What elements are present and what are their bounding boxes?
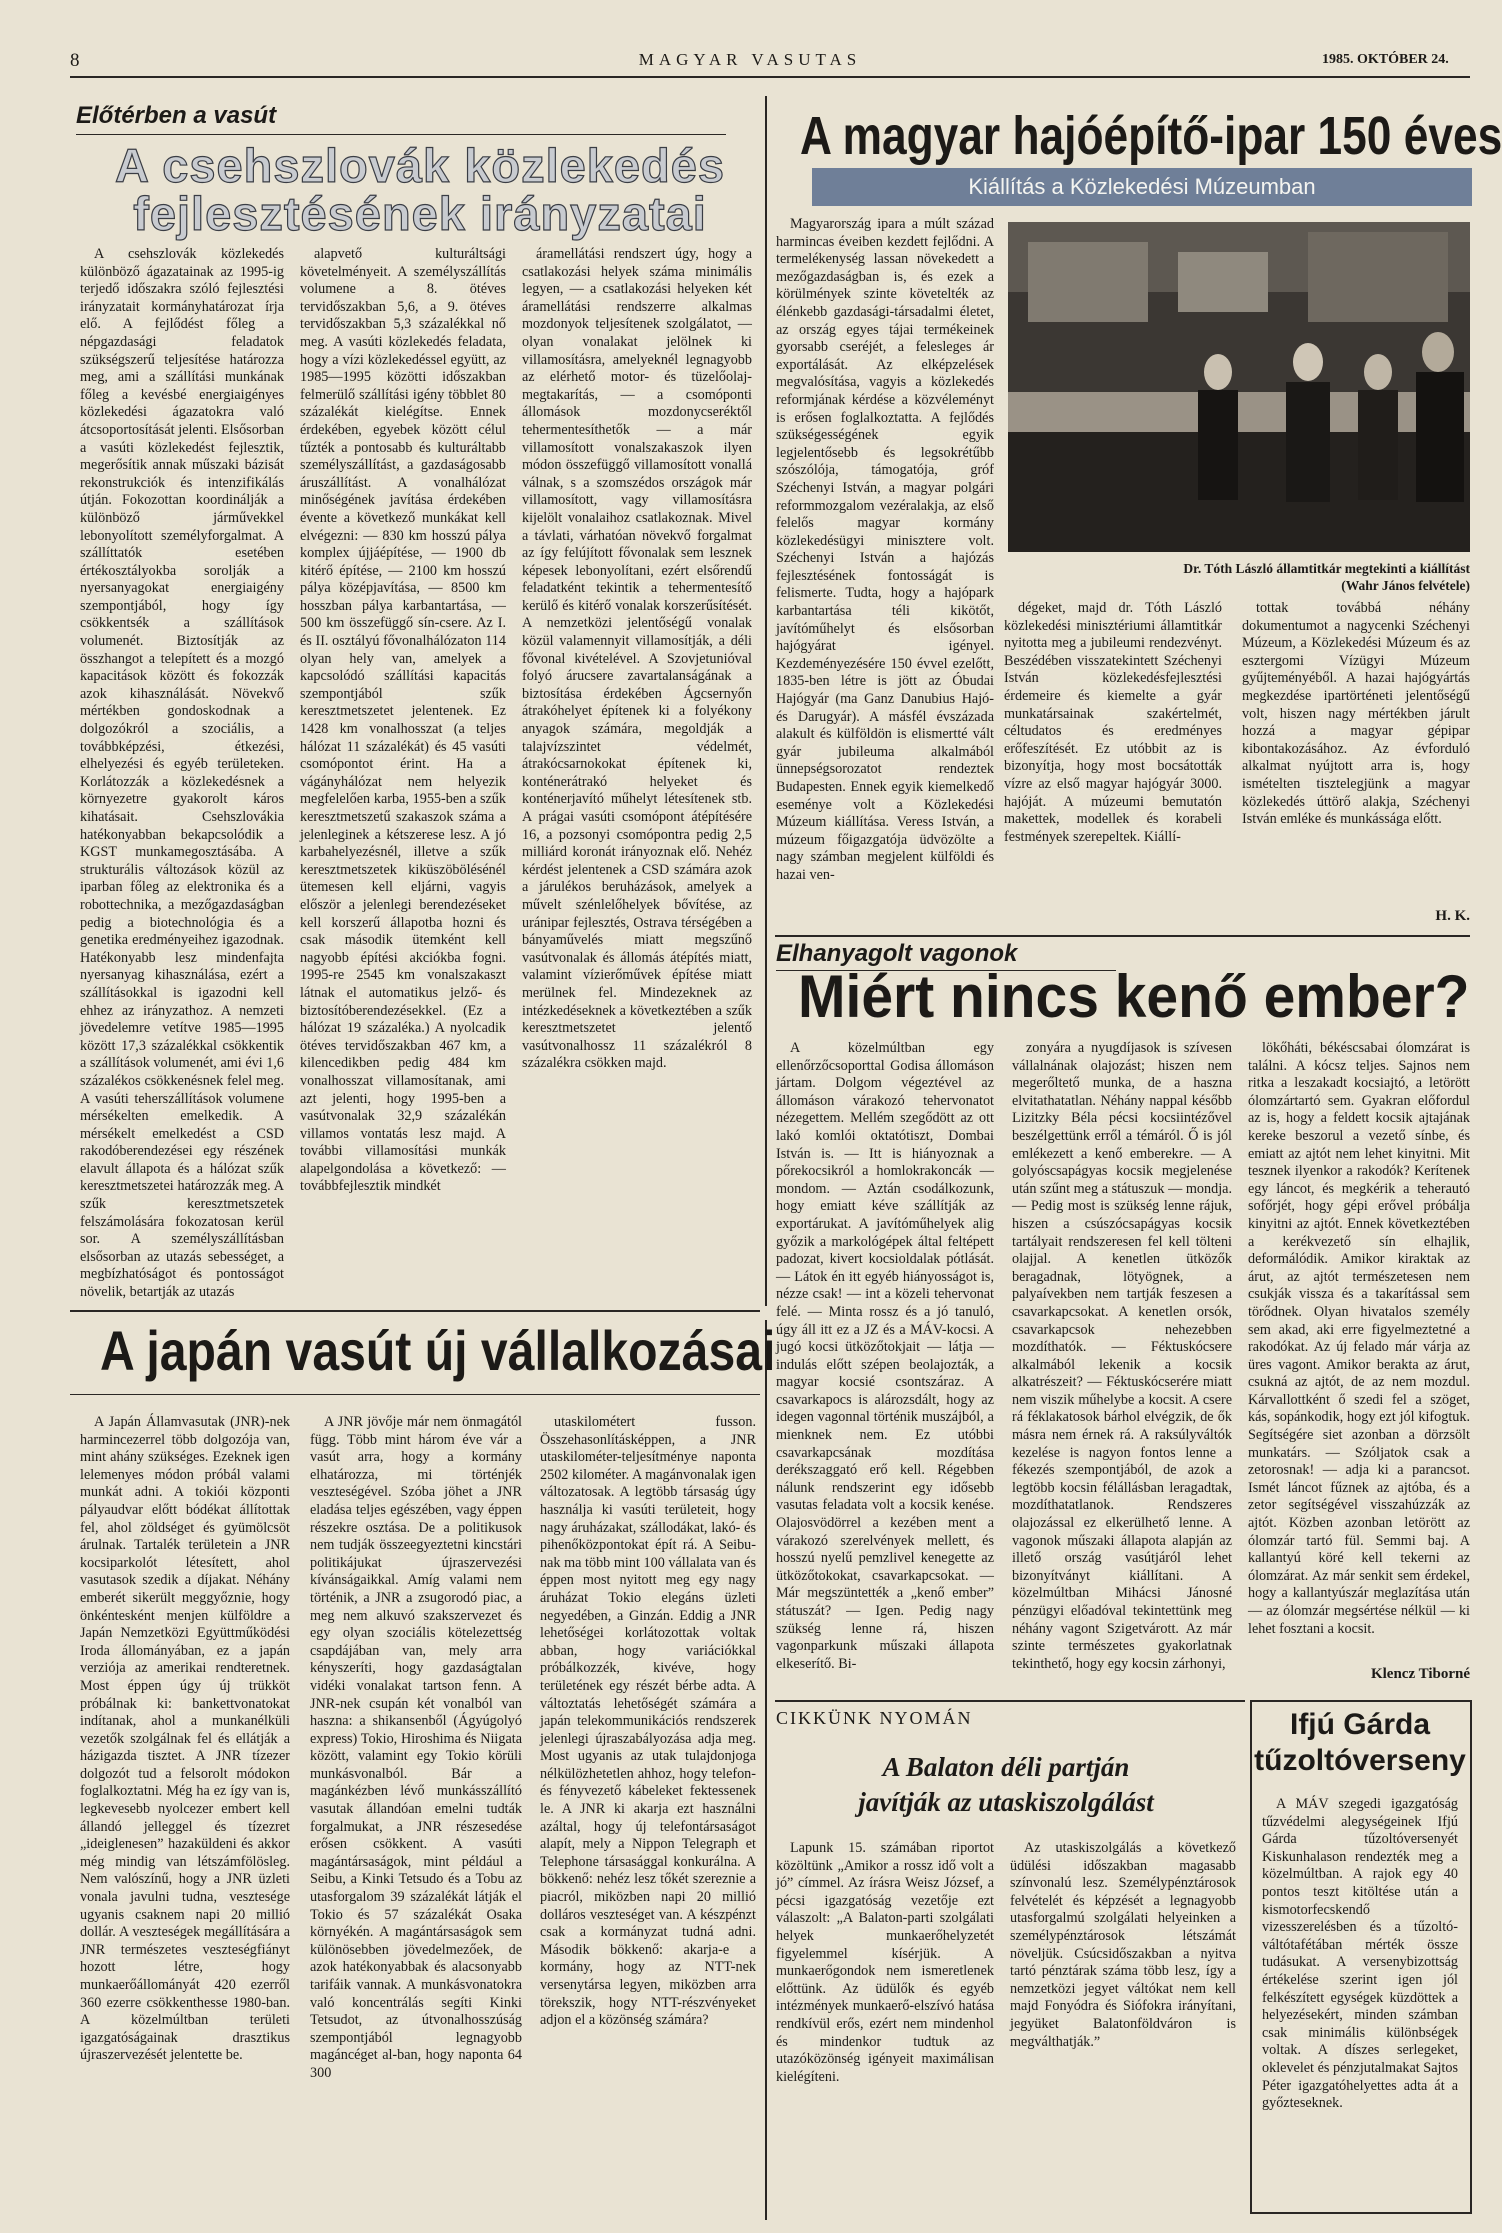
exhibition-photo-image (1008, 222, 1470, 552)
japan-column-1 (80, 1414, 290, 2214)
fire-title-line2: tűzoltóverseny (1254, 1744, 1466, 1777)
japan-text-1: A Japán Államvasutak (JNR)-nek harmincezerrel több dolgozója van, mint ahány szükséges. Ezeknek igen lelemenyes módon próbál valami munkát adni. A tokiói központi pályaudvar előtt bódékat állítottak fel, ahol zöldséget és gyümölcsöt árulnak. Tartalék területein a JNR kocsiparkolót létesített, ahol vasutasok szedik a díjakat. Néhány emberét sikerült meggyőznie, hogy önkéntesként menjen külföldre a Japán Nemzetközi Együttműködési Iroda állományában, ez a japán verziója az amerikai rendteretnek. Most éppen úgy új trükköt próbálnak ki: bankettvonatokat indítanak, ahol a munkanélküli vezetők szolgálnak fel és ellátják a házigazda tisztet. A JNR tízezer dolgozót tud a felsorolt módokon foglalkoztatni. Még ha ez így van is, legkevesebb nyolcezer embert kell állandó jelleggel és tízezret „ideiglenesen” hazaküldeni és akkor még mindig van létszámfölösleg. Nem valószínű, hogy a JNR üzleti vonala javulni tudna, vesztesége ugyanis csaknem napi 20 millió dollár. A veszteségek megállítására a JNR természetes veszteségfiányt hozott létre, hogy munkaerőállományát 420 ezerről 360 ezerre csökkenthesse 1980-ban. A közelmúltban területi igazgatóságainak drasztikus újraszervezését jelentette be. (80, 1414, 290, 2064)
balaton-column-name: CIKKÜNK NYOMÁN (776, 1708, 973, 1728)
masthead: MAGYAR VASUTAS (638, 50, 862, 69)
ship-text-2: dégeket, majd dr. Tóth László közlekedési minisztériumi államtitkár nyitotta meg a jubileumi rendezvényt. Beszédében visszatekintett Széchenyi István közlekedésfejlesztési érdemeire és kiemelte a gyár munkatársainak szakértelmét, céltudatos és eredményes erőfeszítését. Ez utóbbit az is bizonyítja, hogy most bocsátották vízre az első magyar hajógyár 3000. hajóját. A múzeumi bemutatón makettek, modellek és korabeli festmények szerepeltek. Kiállí- (1004, 600, 1222, 845)
wagons-signature: Klencz Tiborné (1370, 1666, 1470, 1682)
column-separator-upper (765, 96, 767, 1306)
header-rule (70, 76, 1470, 78)
fire-title-line1: Ifjú Gárda (1289, 1708, 1431, 1741)
wagons-column-2 (1012, 1040, 1232, 1690)
page-number: 8 (70, 50, 85, 71)
balaton-text-1: Lapunk 15. számában riportot közöltünk „Amikor a rossz idő volt a jó” címmel. Az írásra Weisz József, a pécsi igazgatóság vezetője ezt válaszolt: „A Balaton-parti szolgálati helyek munkaerőhelyzetét figyelemmel kísérjük. A munkaerőgondok nem ismeretlenek előttünk. Az üdülők és egyéb intézmények munkaerő-elszívó hatása rendkívül erős, ezért nem mindenhol és mindenkor tudtuk az utazóközönség igényeit maximálisan kielégíteni. (776, 1840, 994, 2085)
balaton-column-1 (776, 1840, 994, 2220)
czech-column-3 (522, 246, 752, 1286)
czech-kicker-rule (76, 134, 726, 135)
wagons-column-1 (776, 1040, 994, 1690)
fire-column (1262, 1796, 1458, 2206)
wagons-title: Miért nincs kenő ember? (798, 963, 1470, 1030)
czech-text-3: áramellátási rendszert úgy, hogy a csatlakozási helyek száma minimális legyen, — a csatlakozási helyeken két áramellátási rendszerre alkalmas mozdonyok teljesítenek szolgálatot, — olyan vonalakat jelölnek ki villamosításra, amelyeknél legnagyobb az elérhető motor- és tüzelőolaj-megtakarítás, — a csomóponti állomások mozdonycseréktől tehermentesíthetők — a már villamosított vonalszakaszok ilyen módon összefüggő villamosított vonallá válnak, s a szomszédos országok már villamosított, vagy villamosításra kijelölt vonalaihoz csatlakoznak. Mivel a távlati, várhatóan növekvő forgalmat az így felújított fővonalak sem lesznek képesek lebonyolítani, ezért elsőrendű feladatként tekintik a tehermentesítő kerülő és kitérő vonalak korszerűsítését. A nemzetközi jelentőségű vonalak közül valamennyit villamosítják, a déli fővonal kivételével. A Szovjetunióval folyó árucsere zavartalanságának a biztosítása érdekében Ágcsernyőn átrakóhelyet építenek ki a folyékony anyagok számára, megoldják a talajvízszintet védelmét, átrakócsarnokokat építenek ki, konténerátrakó helyeket és konténerjavító műhelyt létesítenek stb. A prágai vasúti csomópont átépítésére 16, a pozsonyi csomópontra pedig 2,5 milliárd koronát irányoznak elő. Nehéz kérdést jelentenek a CSD számára azok a járulékos beruházások, amelyek a művelt szénlelőhelyek bővítése, az uránipar fejlesztés, Ostrava térségében a bányaművelés miatt megszűnő vasútvonalak és állomás átépítés miatt, valamint vízierőművek építése miatt merülnek fel. Mindezeknek az intézkedéseknek a következtében a szűk keresztmetszetet jelentő vasútvonalhossz 11 százalékról 8 százalékra csökken majd. (522, 246, 752, 1072)
balaton-text-2: Az utaskiszolgálás a következő üdülési időszakban magasabb színvonalú lesz. Személypénztárosok felvételét és képzését a legnagyobb utasforgalmú szolgálati helyeinken a személypénztárosok létszámát növeljük. Csúcsidőszakban a nyitva tartó pénztárak száma több lesz, így a nemzetközi jegyet váltókat nem kell majd Fonyódra és Siófokra irányítani, jegyüket Balatonföldváron is megválthatják.” (1010, 1840, 1236, 2050)
photo-caption-credit: (Wahr János felvétele) (1341, 578, 1470, 593)
wagons-text-1: A közelmúltban egy ellenőrzőcsoporttal Godisa állomáson jártam. Dolgom végeztével az állomáson várakozó tehervonatot nézegettem. Mellém szegődött az ott lakó komlói oktatótiszt, Dombai István is. — Itt is hiányoznak a pőrekocsikról a homlokrakoncák — mondom. — Aztán csodálkozunk, hogy emiatt kéve szállítják az exportárukat. A javítóműhelyek alig győzik a markológépek által feltépett padozat, kivert kocsioldalak pótlását. — Látok én itt egyéb hiányosságot is, nézze csak! — int a közeli tehervonat felé. — Minta rossz és a jó tanuló, úgy áll itt ez a JZ és a MÁV-kocsi. A jugó kocsi ütközőtokjait — látja — indulás előtt szépen beolajozták, a magyar kocsié csontszáraz. A csavarkapocs is alározsdált, hogy az idegen vagonnal történik muszájból, a mienknek nem. Ez utóbbi csavarkapcsának mozdítása derékszaggató erő kell. Régebben nálunk rendszerint egy idősebb vasutas feladata volt a kocsik kenése. Olajosvödörrel a kezében ment a várakozó szerelvények mellett, és hosszú nyelű pemzlivel kenegette az ütközőtokokat, csavarkapcsokat. — Már megszüntették a „kenő ember” státuszát? — Igen. Pedig nagy szükség lenne rá, hiszen vagonparkunk műszaki állapota elkeserítő. Bi- (776, 1040, 994, 1672)
japan-top-rule (70, 1310, 760, 1312)
balaton-column-2 (1010, 1840, 1236, 2220)
japan-column-3 (540, 1414, 756, 2214)
ship-signature: H. K. (1435, 908, 1470, 924)
exhibition-photo (1008, 222, 1470, 552)
issue-date: 1985. OKTÓBER 24. (1322, 52, 1449, 67)
czech-text-2: alapvető kulturáltsági követelményeit. A személyszállítás volumene a 8. ötéves tervidőszakban 5,6, a 9. ötéves tervidőszakban 5,3 százalékkal nő meg. A vasúti közlekedés feladata, hogy a vízi közlekedéssel együtt, az 1985—1995 közötti időszakban felmerülő szállítási igény többlet 80 százalékát kielégítse. Ennek érdekében, egyebek között célul tűzték a pontosabb és kulturáltabb személyszállítást, a gazdaságosabb áruszállítást. A vonalhálózat minőségének javítása érdekében évente a következő munkákat kell elvégezni: — 830 km hosszú pálya komplex újjáépítése, — 1900 db kitérő építése, — 2100 km hosszú pálya középjavítása, — 8500 km hosszban pálya karbantartása, — 500 km összefüggő sín-csere. Az I. és II. osztályú fővonalhálózaton 114 olyan hely van, amelyek a kapcsolódó szállítási kapacitás szempontjából szűk keresztmetszetet jelentenek. Ez 1428 km vonalhosszat (a teljes hálózat 11 százalékát) és 45 vasúti csomópontot érint. Ha a vágányhálózat nem helyezik megfelelően karba, 1955-ben a szűk keresztmetszetű szakaszok száma a jelenleginek a kétszerese lesz. A jó karbahelyezésnél, illetve a szűk keresztmetszetek kiküszöbölésénél ütemesen kell eljárni, vagyis először a jelenlegi berendezéseket kell korszerű állapotba hozni és csak második ütemként kell nagyobb építési akciókba fogni. 1995-re 2545 km vonalszakaszt látnak el automatikus jelző- és biztosítóberendezésekkel. (Ez a hálózat 19 százaléka.) A nyolcadik ötéves tervidőszakban 467 km, a kilencedikben pedig 484 km vonalhosszat villamosítanak, ami azt jelenti, hogy 1995-ben a vasútvonalak 32,9 százalékán villamos vontatás lesz majd. A további villamosítási munkák alapelgondolása a következő: — továbbfejlesztik mindkét (300, 246, 506, 1195)
wagons-text-2: zonyára a nyugdíjasok is szívesen vállalnának olajozást; hiszen nem megerőltető munka, de a haszna elvitathatatlan. Néhány nappal később Lizitzky Béla pécsi kocsiintézővel beszélgettünk erről a témáról. Ő is jól emlékezett a kenő emberekre. — A golyóscsapágyas kocsik megjelenése után szűnt meg a státuszuk — mondja. — Pedig most is szükség lenne rájuk, hiszen a csúszócsapágyas kocsik tartályait rendszeresen fel kell tölteni olajjal. A kenetlen ütközők beragadnak, lötyögnek, a palyaívekben nem tartják feszesen a csavarkapcsokat. A kenetlen orsók, csavarkapcsok nehezebben mozdíthatók. — Féktuskócsere alkalmából lekenik a kocsik alkatrészeit? — Féktuskócserére miatt nem viszik műhelybe a kocsit. A csere rá féklakatosok bárhol elvégzik, de ők másra nem érnek rá. A raksúlyváltók kezelése is nagyon fontos lenne a fékezés szempontjából, de azok a legtöbb kocsin félállásban leragadtak, mozdíthatatlanok. Rendszeres olajozással ez elkerülhető lenne. A vagonok műszaki állapota alapján az illető ország vasútjáról lehet bizonyítványt kiállítani. A közelmúltban Mihácsi Jánosné pénzügyi előadóval tekintettünk meg néhány vagont Szigetvárott. Az már szinte természetes gyakorlatnak tekinthető, hogy egy kocsin zárhonyi, (1012, 1040, 1232, 1672)
ship-text-1: Magyarország ipara a múlt század harmincas éveiben kezdett fejlődni. A termelékenység lassan növekedett a mezőgazdaságban is, és ezek a körülmények szinte követelték az élénkebb gazdasági-társadalmi életet, az ország egyes tájai termékeinek gyorsabb cseréjét, a felesleges ár exportálását. Az elképzelések megvalósítása, vagyis a közlekedés reformjának kérdése a közvéleményt is erősen foglalkoztatta. A fejlődés szükségességének egyik legjelentősebb és legsokrétűbb szószólója, támogatója, gróf Széchenyi István, a magyar polgári reformmozgalom vezéralakja, az első felelős magyar kormány közlekedésügyi minisztere volt. Széchenyi István a hajózás fejlesztésének fontosságát is felismerte. Tudta, hogy a hajópark karbantartása téli kikötőt, javítóműhelyt és elsősorban hajógyárat igényel. Kezdeményezésére 150 évvel ezelőtt, 1835-ben létre is jött az Óbudai Hajógyár (ma Ganz Danubius Hajó- és Darugyár). A másfél évszázada alakult és külföldön is elismertté vált gyár jubileuma alkalmából ünnepségsorozatot rendeztek Budapesten. Ennek egyik kiemelkedő eseménye volt a Közlekedési Múzeum kiállítása. Veress István, a múzeum főigazgatója üdvözölte a nagy számban megjelent külföldi és hazai ven- (776, 216, 994, 883)
czech-title-line1: A csehszlovák közlekedés (114, 139, 726, 192)
wagons-text-3: lökőháti, békéscsabai ólomzárat is találni. A kócsz teljes. Sajnos nem ritka a leszakadt kocsiajtó, a letörött ólomzártartó sem. Gyakran előfordul az is, hogy a feldett kocsik ajtajának kereke beszorul a vezető sínbe, és emiatt az ajtót nem lehet kinyitni. Mit tesznek ilyenkor a rakodók? Kerítenek egy láncot, és megkérik a teherautó sofőrjét, hogy gépi erővel próbálja kinyitni az ajtót. Ennek következtében a kerékvezető sín elhajlik, deformálódik. Amikor kiraktak az árut, az ajtót természetesen nem csukják vissza és a takarítással sem törődnek. Olyan hivatalos személy sem akad, aki erre figyelmeztetné a rakodókat. Az új felado már várja az üres vagont. Amikor berakta az árut, csukná az ajtót, de az nem mozdul. Kárvallottként ő szedi fel a szöget, kás, sopánkodik, hogy ezt jól kifogtuk. Segítségére siet azonban a dörzsölt munkatárs. — Szóljatok csak a zetorosnak! — adja ki a parancsot. Ismét láncot fűznek az ajtóba, és a zetor segítségével visszahúzzák az ajtót. Közben azonban letörött az ólomzár tartó fül. Semmi baj. A kallantyú köré kell tekerni az ólomzárat. Az már senkit sem érdekel, hogy a kallantyúszár meglazítása után — az ólomzár megsértése nélkül — ki lehet fosztani a kocsit. (1248, 1040, 1470, 1637)
balaton-title-line1: A Balaton déli partján (882, 1752, 1130, 1782)
ship-banner: Kiállítás a Közlekedési Múzeumban (812, 168, 1472, 206)
japan-column-2 (310, 1414, 522, 2214)
japan-text-3: utaskilométert fusson. Összehasonlításképpen, a JNR utaskilométer-teljesítménye naponta 2502 kilométer. A magánvonalak igen változatosak. A legtöbb társaság úgy használja ki vasúti területeit, hogy nagy áruházakat, szállodákat, lakó- és pihenőközpontokat épít rá. A Seibu-nak ma több mint 100 vállalata van és éppen most nyitott meg egy nagy áruházat Tokio elegáns üzleti negyedében, a Ginzán. Eddig a JNR lehetőségei korlátozottak voltak abban, hogy variációkkal próbálkozzék, kivéve, hogy területének egy részét bérbe adta. A változtatás lehetőségét számára a japán telekommunikációs rendszerek jelenlegi újraszabályozása adja meg. Most ugyanis az utak tulajdonjoga nélkülözhetetlen ahhoz, hogy telefon- és fényvezető kábeleket fektessenek le. A JNR ki akarja ezt használni azáltal, hogy új telefontársaságot alapít, mely a Nippon Telegraph et Telephone társasággal konkurálna. A bökkenő: nehéz lesz tőkét szereznie a piacról, miközben napi 20 millió dolláros veszteséget van. A készpénzt csak a kormányzat tudná adni. Második bökkenő: akarja-e a kormány, hogy az NTT-nek versenytársa legyen, miközben arra törekszik, hogy NTT-részvényeket adjon el a közönség számára? (540, 1414, 756, 2029)
japan-title: A japán vasút új vállalkozásai (100, 1319, 776, 1382)
wagons-column-3 (1248, 1040, 1470, 1660)
czech-kicker: Előtérben a vasút (76, 102, 277, 129)
czech-text-1: A csehszlovák közlekedés különböző ágazatainak az 1995-ig terjedő időszakra szóló fejlesztési irányzatait kormányhatározat írja elő. A fejlődést főleg a népgazdasági feladatok szükségszerű teljesítése határozza meg, ami a szállítási munkának főleg a kevésbé energiaigényes közlekedési ágazatokra való átcsoportosítását jelenti. Elsősorban a vasúti közlekedést fejlesztik, megerősítik annak műszaki bázisát rekonstrukciók és intenzifikálás útján. Fokozottan koordinálják a különböző járművekkel lebonyolított személyforgalmat. A szállíttatók esetében értékosztályokba sorolják a nyersanyagokat energiaigény szempontjából, hogy így csökkentsék a szállítások volumenét. Biztosítják az összhangot a telepített és a mozgó kapacitások között és fokozzák azok kihasználását. Növekvő mértékben gondoskodnak a dolgozókról a szociális, a továbbképzési, étkezési, elhelyezési és egyéb területeken. Korlátozzák a közlekedésnek a környezetre gyakorolt káros kihatásait. Csehszlovákia hatékonyabban bekapcsolódik a KGST munkamegosztásába. A strukturális változások közül az iparban főleg az elektronika és a robottechnika, a mezőgazdaságban pedig a biotechnológia és a genetika eredményeihez igazodnak. Hatékonyabb lesz mindenfajta nyersanyag kihasználása, ezért a szállításokkal is igazodni kell ehhez az irányzathoz. A nemzeti jövedelemre vetítve 1985—1995 között 17,3 százalékkal csökkentik a szállítások volumenét, ami évi 1,6 százalékos csökkenésnek felel meg. A vasúti teherszállítások volumene mérsékelten emelkedik. A mérsékelt emelkedést a CSD rakodóberendezései egy részének elavult állapota és a hálózat szűk keresztmetszetei határozzák meg. A szűk keresztmetszetek felszámolására fokozatosan kerül sor. A személyszállításban elsősorban az utazás sebességet, a megbízhatóságot és pontosságot növelik, betartják az utazás (80, 246, 284, 1301)
balaton-title-line2: javítják az utaskiszolgálást (858, 1787, 1154, 1817)
ship-column-2 (1004, 600, 1222, 930)
ship-bottom-rule (775, 935, 1470, 937)
japan-title-rule (70, 1394, 760, 1395)
ship-column-3 (1242, 600, 1470, 910)
fire-text: A MÁV szegedi igazgatóság tűzvédelmi alegységeinek Ifjú Gárda tűzoltóversenyét Kiskunhalason rendezték meg a közelmúltban. A rajok egy 40 pontos teszt kitöltése után a kismotorfecskendő vizesszerelésben és a tűzoltó-váltótafétában mérték össze tudásukat. A versenybizottság értékelése szerint igen jól felkészített egységek küzdöttek a helyezésekért, minden számban csak minimális különbségek voltak. A díszes serlegeket, oklevelet és pénzjutalmakat Sajtos Péter igazgatóhelyettes adta át a győzteseknek. (1262, 1796, 1458, 2112)
photo-caption-main: Dr. Tóth László államtitkár megtekinti a kiállítást (1183, 561, 1470, 576)
ship-text-3: tottak továbbá néhány dokumentumot a nagycenki Széchenyi Múzeum, a Közlekedési Múzeum és az esztergomi Vízügyi Múzeum gyűjteményéből. A hazai hajógyártás megkezdése ipartörténeti jelentőségű volt, hiszen nagy mértékben járult hozzá a magyar gépipar kibontakozásához. Az évforduló alkalmat nyújtott arra is, hogy ismételten tisztelegjünk a magyar közlekedés úttörő alakja, Széchenyi István emléke és munkássága előtt. (1242, 600, 1470, 828)
czech-title-line2: fejlesztésének irányzatai (133, 187, 707, 240)
japan-text-2: A JNR jövője már nem önmagától függ. Több mint három éve vár a vasút arra, hogy a kormány elhatározza, mi történjék veszteségével. Szóba jöhet a JNR eladása teljes egészében, vagy éppen részekre osztása. De a politikusok nem tudják összeegyeztetni kincstári politikájukat újraszervezési kívánságaikkal. Amíg valami nem történik, a JNR a zsugorodó piac, a meg nem alkuvó szakszervezet és egy olyan szociális kötelezettség csapdájában van, mely arra kényszeríti, hogy gazdaságtalan vidéki vonalakat tartson fenn. A JNR-nek csupán két vonalból van haszna: a shikansenből (Ágyúgolyó express) Tokio, Hiroshima és Niigata között, valamint egy Tokio körüli munkásvonalból. Bár a magánkézben lévő munkásszállító vasutak állandóan emelni tudták forgalmukat, a JNR részesedése erősen csökkent. A vasúti magántársaságok, mint például a Seibu, a Kinki Tetsudo és a Tobu az utasforgalom 39 százalékát látják el Tokio és 57 százalékát Osaka környékén. A magántársaságok sem különösebben jövedelmezőek, de azok hatékonyabbak és alacsonyabb tarifáik vannak. A munkásvonatokra való koncentrálás segíti Kinki Tetsudot, az útvonalhosszúság szempontjából legnagyobb magáncéget al-ban, hogy naponta 64 300 (310, 1414, 522, 2081)
czech-column-1 (80, 246, 284, 1301)
czech-column-2 (300, 246, 506, 1286)
column-separator-lower (765, 1320, 767, 2220)
ship-title: A magyar hajóépítő-ipar 150 éves (800, 106, 1502, 166)
balaton-top-rule (775, 1700, 1245, 1702)
wagons-kicker: Elhanyagolt vagonok (776, 940, 1018, 967)
